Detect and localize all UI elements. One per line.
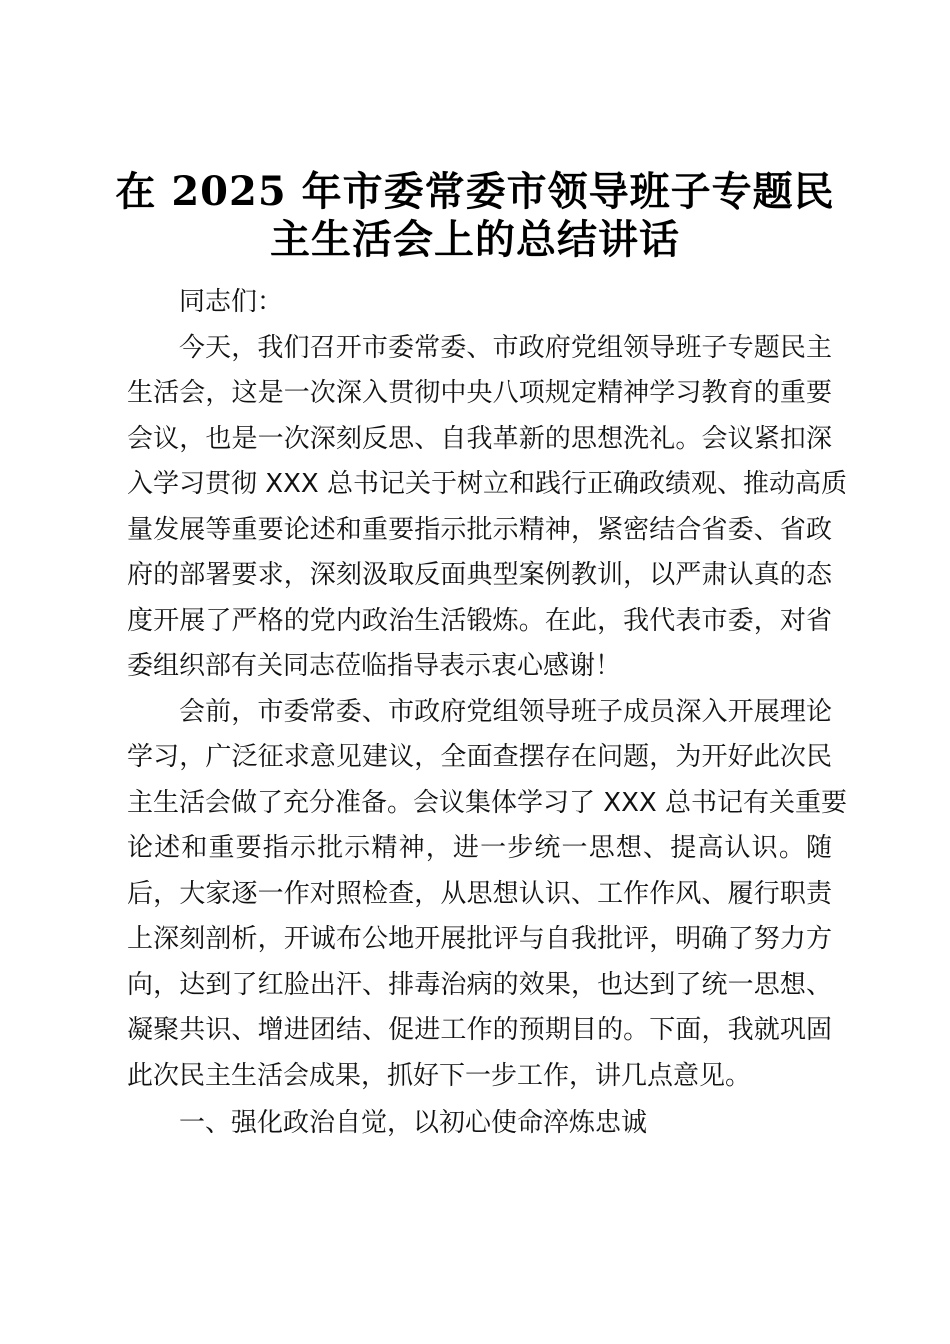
section-heading: 一、强化政治自觉，以初心使命淬炼忠诚 [179,1108,648,1138]
document-body [127,280,847,1147]
document-title [110,168,840,264]
paragraph-line: 府的部署要求，深刻汲取反面典型案例教训，以严肃认真的态 [127,560,832,590]
paragraph-line: 度开展了严格的党内政治生活锻炼。在此，我代表市委，对省 [127,605,832,636]
paragraph-line: 委组织部有关同志莅临指导表示衷心感谢！ [127,651,622,681]
paragraph-line: 上深刻剖析，开诚布公地开展批评与自我批评，明确了努力方 [127,924,832,954]
paragraph-1 [127,326,847,690]
paragraph-line: 向，达到了红脸出汗、排毒治病的效果，也达到了统一思想、 [127,969,832,1000]
paragraph-line: 会前，市委常委、市政府党组领导班子成员深入开展理论 [179,696,832,727]
paragraph-line: 今天，我们召开市委常委、市政府党组领导班子专题民主 [179,332,832,363]
paragraph-line: 论述和重要指示批示精神，进一步统一思想、提高认识。随 [127,833,832,863]
paragraph-line: 凝聚共识、增进团结、促进工作的预期目的。下面，我就巩固 [127,1015,832,1045]
paragraph-line: 学习，广泛征求意见建议，全面查摆存在问题，为开好此次民 [127,742,832,772]
title-line-2: 主生活会上的总结讲话 [270,216,680,263]
paragraph-2 [127,690,847,1100]
paragraph-line: 量发展等重要论述和重要指示批示精神，紧密结合省委、省政 [127,514,832,545]
paragraph-line: 此次民主生活会成果，抓好下一步工作，讲几点意见。 [127,1060,752,1091]
paragraph-line: 后，大家逐一作对照检查，从思想认识、工作作风、履行职责 [127,878,832,909]
paragraph-line: 会议，也是一次深刻反思、自我革新的思想洗礼。会议紧扣深 [127,423,832,454]
salutation: 同志们： [179,287,284,317]
paragraph-line: 主生活会做了充分准备。会议集体学习了 XXX 总书记有关重要 [127,787,847,818]
paragraph-line: 生活会，这是一次深入贯彻中央八项规定精神学习教育的重要 [127,378,832,408]
paragraph-line: 入学习贯彻 XXX 总书记关于树立和践行正确政绩观、推动高质 [127,469,847,499]
title-line-1: 在 2025 年市委常委市领导班子专题民 [115,168,835,215]
